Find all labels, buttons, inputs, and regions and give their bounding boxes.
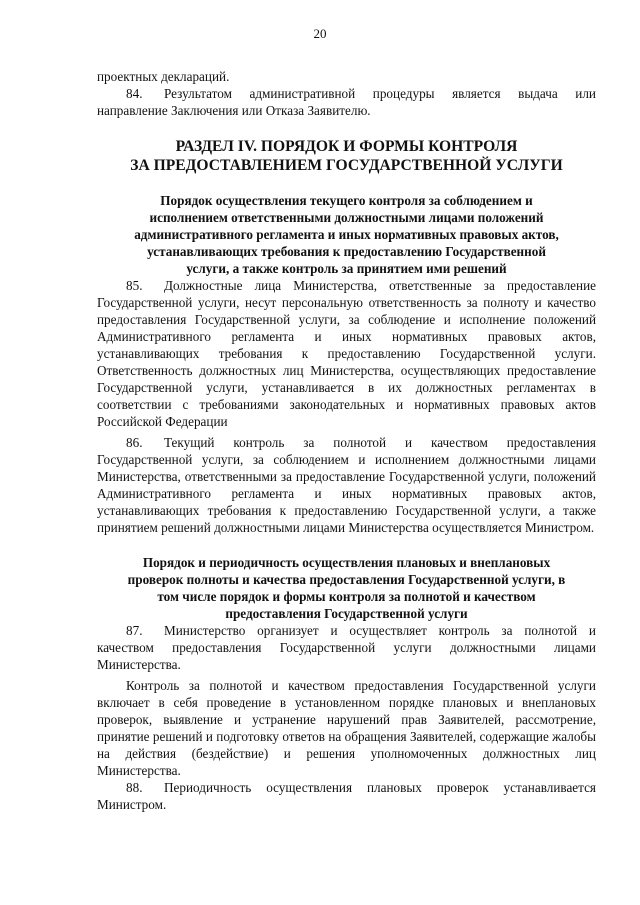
intro-line: проектных деклараций. <box>97 69 230 84</box>
paragraph-88-number: 88. <box>126 780 143 795</box>
paragraph-85 <box>97 277 596 430</box>
subheading-1-line-3: административного регламента и иных нормативных правовых актов, <box>134 227 559 242</box>
subheading-2-line-3: том числе порядок и формы контроля за полнотой и качеством <box>157 589 536 604</box>
subheading-1-line-5: услуги, а также контроль за принятием ими решений <box>186 261 507 276</box>
paragraph-87 <box>97 622 596 673</box>
subheading-1-line-1: Порядок осуществления текущего контроля за соблюдением и <box>160 193 533 208</box>
paragraph-87-text: Министерство организует и осуществляет контроль за полнотой и качеством предоставления Государственной услуги должностными лицами Министерства. <box>97 623 596 672</box>
paragraph-88-text: Периодичность осуществления плановых проверок устанавливается Министром. <box>97 780 596 812</box>
paragraph-85-number: 85. <box>126 278 143 293</box>
paragraph-84-text: Результатом административной процедуры является выдача или направление Заключения или Отказа Заявителю. <box>97 86 596 118</box>
paragraph-86-text: Текущий контроль за полнотой и качеством предоставления Государственной услуги, за соблюдением и исполнением должностными лицами Министерства, ответственными за предоставление Государственной услуги, положений Административного регламента и иных нормативных правовых актов, устанавливающих требования к предоставлению Государственной услуги, а также принятием решений должностными лицами Министерства осуществляется Министром. <box>97 435 596 535</box>
subheading-2-line-1: Порядок и периодичность осуществления плановых и внеплановых <box>142 555 551 570</box>
subheading-inspections <box>97 554 596 622</box>
paragraph-88 <box>97 779 596 813</box>
subheading-2-line-2: проверок полноты и качества предоставления Государственной услуги, в <box>127 572 566 587</box>
paragraph-85-text: Должностные лица Министерства, ответственные за предоставление Государственной услуги, несут персональную ответственность за полноту и качество предоставления Государственной услуги, за соблюдение и исполнение положений Административного регламента и иных нормативных правовых актов, устанавливающих требования к предоставлению Государственной услуги. Ответственность должностных лиц Министерства, осуществляющих предоставление Государственной услуги, устанавливается в их должностных регламентах в соответствии с требованиями законодательных и нормативных правовых актов Российской Федерации <box>97 278 596 429</box>
section-title <box>97 137 596 175</box>
paragraph-84-number: 84. <box>126 86 143 101</box>
page-number: 20 <box>313 26 327 41</box>
paragraph-87-number: 87. <box>126 623 143 638</box>
subheading-2-line-4: предоставления Государственной услуги <box>225 606 468 621</box>
paragraph-86-number: 86. <box>126 435 143 450</box>
subheading-1-line-4: устанавливающих требования к предоставлению Государственной <box>147 244 546 259</box>
paragraph-87-continuation: Контроль за полнотой и качеством предоставления Государственной услуги включает в себя проведение в установленном порядке плановых и внеплановых проверок, выявление и устранение нарушений прав Заявителей, рассмотрение, принятие решений и подготовку ответов на обращения Заявителей, содержащие жалобы на действия (бездействие) и решения уполномоченных должностных лиц Министерства. <box>97 678 596 778</box>
subheading-current-control <box>97 192 596 277</box>
section-title-line-2: ЗА ПРЕДОСТАВЛЕНИЕМ ГОСУДАРСТВЕННОЙ УСЛУГИ <box>130 157 563 174</box>
paragraph-86 <box>97 434 596 536</box>
paragraph-84 <box>97 85 596 119</box>
section-title-line-1: РАЗДЕЛ IV. ПОРЯДОК И ФОРМЫ КОНТРОЛЯ <box>175 138 518 155</box>
document-content <box>97 68 596 813</box>
subheading-1-line-2: исполнением ответственными должностными лицами положений <box>149 210 544 225</box>
